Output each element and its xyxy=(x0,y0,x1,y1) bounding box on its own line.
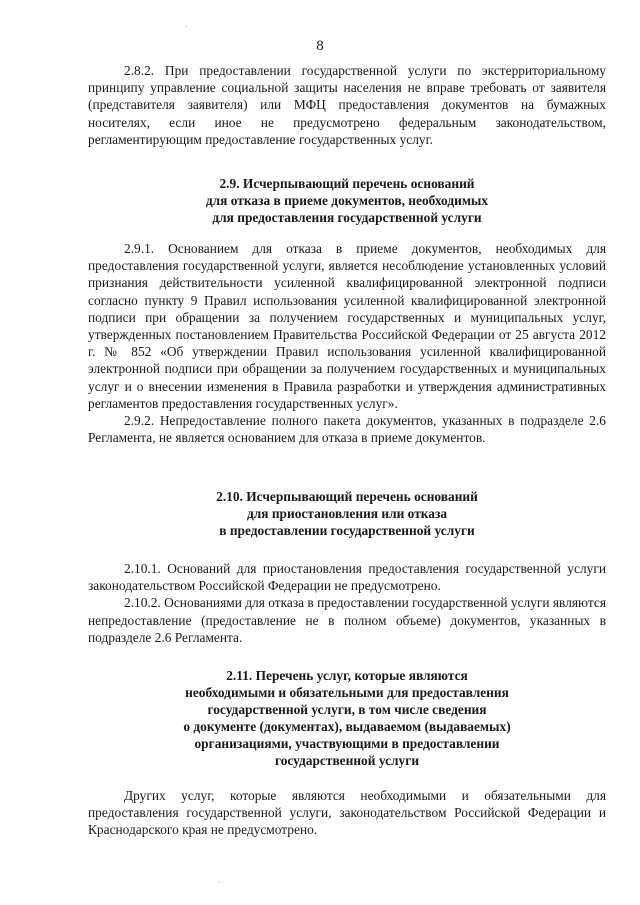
paragraph-2-9-2: 2.9.2. Непредоставление полного пакета документов, указанных в подразделе 2.6 Регламента, не является основанием для отказа в приеме документов. xyxy=(88,413,606,446)
section-2-9-body xyxy=(88,240,606,446)
heading-line: государственной услуги, в том числе сведения xyxy=(207,702,487,717)
heading-line: организациями, участвующими в предоставлении xyxy=(194,736,500,751)
paragraph-2-9-1: 2.9.1. Основанием для отказа в приеме документов, необходимых для предоставления государственной услуги, является несоблюдение установленных условий признания действительности усиленной квалифицированной электронной подписи согласно пункту 9 Правил использования усиленной квалифицированной электронной подписи при обращении за получением государственных и муниципальных услуг, утвержденных постановлением Правительства Российской Федерации от 25 августа 2012 г. № 852 «Об утверждении Правил использования усиленной квалифицированной электронной подписи при обращении за получением государственных и муниципальных услуг и о внесении изменения в Правила разработки и утверждения административных регламентов предоставления государственных услуг». xyxy=(88,241,606,411)
heading-line: 2.10. Исчерпывающий перечень оснований xyxy=(216,489,478,504)
section-2-11-body xyxy=(88,787,606,839)
heading-2-9 xyxy=(88,175,606,226)
section-2-10-body xyxy=(88,560,606,646)
heading-2-10 xyxy=(88,488,606,539)
heading-line: о документе (документах), выдаваемом (выдаваемых) xyxy=(183,719,511,734)
scan-speck: · xyxy=(218,878,221,887)
section-2-8-2 xyxy=(88,62,606,148)
heading-line: 2.11. Перечень услуг, которые являются xyxy=(226,668,468,683)
page-number: 8 xyxy=(316,38,324,54)
scan-speck: . xyxy=(185,20,187,29)
heading-2-11 xyxy=(88,667,606,769)
paragraph-2-10-1: 2.10.1. Оснований для приостановления предоставления государственной услуги законодательством Российской Федерации не предусмотрено. xyxy=(88,561,606,594)
heading-line: для предоставления государственной услуги xyxy=(212,210,482,225)
paragraph-2-11: Других услуг, которые являются необходимыми и обязательными для предоставления государственной услуги, законодательством Российской Федерации и Краснодарского края не предусмотрено. xyxy=(88,788,606,838)
heading-line: 2.9. Исчерпывающий перечень оснований xyxy=(219,176,475,191)
heading-line: в предоставлении государственной услуги xyxy=(219,523,475,538)
heading-line: для отказа в приеме документов, необходимых xyxy=(205,193,489,208)
heading-line: государственной услуги xyxy=(274,753,420,768)
heading-line: для приостановления или отказа xyxy=(246,506,448,521)
paragraph-2-10-2: 2.10.2. Основаниями для отказа в предоставлении государственной услуги являются непредоставление (предоставление не в полном объеме) документов, указанных в подразделе 2.6 Регламента. xyxy=(88,595,606,645)
heading-line: необходимыми и обязательными для предоставления xyxy=(185,685,509,700)
paragraph-2-8-2: 2.8.2. При предоставлении государственной услуги по экстерриториальному принципу управление социальной защиты населения не вправе требовать от заявителя (представителя заявителя) или МФЦ предоставления документов на бумажных носителях, если иное не предусмотрено федеральным законодательством, регламентирующим предоставление государственных услуг. xyxy=(88,63,606,147)
